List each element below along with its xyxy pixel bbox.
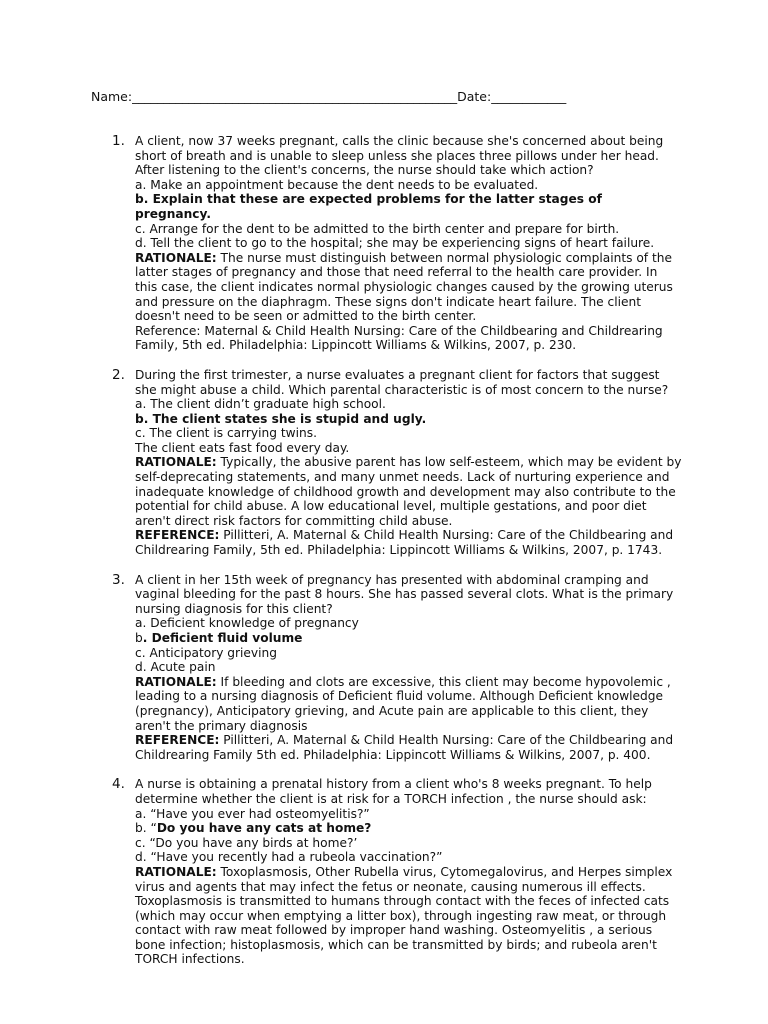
question-3 [112, 573, 682, 763]
option-c: c. The client is carrying twins. [135, 426, 317, 441]
rationale [135, 675, 682, 733]
option-a: a. “Have you ever had osteomyelitis?” [135, 806, 370, 821]
question-body [135, 368, 682, 558]
reference-label: REFERENCE: [135, 528, 220, 543]
question-stem: A client in her 15th week of pregnancy has presented with abdominal cramping and vaginal bleeding for the past 8 hours. She has passed several clots. What is the primary nursing diagnosis for this client? [135, 572, 674, 616]
rationale-label: RATIONALE: [135, 250, 217, 265]
question-number: 1. [112, 133, 125, 149]
name-blank[interactable]: ____________________________________________________ [132, 89, 458, 104]
rationale-text: Toxoplasmosis, Other Rubella virus, Cytomegalovirus, and Herpes simplex virus and agents that may infect the fetus or neonate, causing numerous ill effects. Toxoplasmosis is transmitted to humans through contact with the feces of infected cats (which may occur when emptying a litter box), through ingesting raw meat, or through contact with raw meat followed by improper hand washing. Osteomyelitis , a serious bone infection; histoplasmosis, which can be transmitted by birds; and rubeola aren't TORCH infections. [135, 864, 673, 967]
rationale-label: RATIONALE: [135, 455, 217, 470]
option-c: c. Arrange for the dent to be admitted to the birth center and prepare for birth. [135, 221, 620, 236]
option-a: a. The client didn’t graduate high school. [135, 397, 386, 412]
option-d: d. “Have you recently had a rubeola vaccination?” [135, 850, 443, 865]
reference [135, 528, 682, 557]
question-body [135, 134, 682, 353]
option-d: The client eats fast food every day. [135, 440, 350, 455]
question-stem: During the first trimester, a nurse evaluates a pregnant client for factors that suggest she might abuse a child. Which parental characteristic is of most concern to the nurse? [135, 367, 669, 397]
option-b-correct [135, 821, 682, 836]
reference-text: Reference: Maternal & Child Health Nursing: Care of the Childbearing and Childrearing Family, 5th ed. Philadelphia: Lippincott Williams & Wilkins, 2007, p. 230. [135, 323, 663, 353]
rationale-text: The nurse must distinguish between normal physiologic complaints of the latter stages of pregnancy and those that need referral to the health care provider. In this case, the client indicates normal physiologic changes caused by the growing uterus and pressure on the diaphragm. These signs don't indicate heart failure. The client doesn't need to be seen or admitted to the birth center. [135, 250, 673, 324]
rationale-text: Typically, the abusive parent has low self-esteem, which may be evident by self-deprecating statements, and many unmet needs. Lack of nurturing experience and inadequate knowledge of childhood growth and development may also contribute to the potential for child abuse. A low educational level, multiple gestations, and poor diet aren't direct risk factors for committing child abuse. [135, 455, 682, 528]
question-number: 4. [112, 776, 125, 793]
name-label: Name: [91, 89, 133, 104]
option-b-text: Do you have any cats at home? [156, 821, 372, 836]
option-a: a. Make an appointment because the dent needs to be evaluated. [135, 177, 539, 192]
option-b-correct: b. Explain that these are expected problems for the latter stages of pregnancy. [135, 192, 602, 221]
question-1 [112, 134, 682, 353]
rationale [135, 865, 682, 967]
reference-label: REFERENCE: [135, 733, 220, 748]
option-b-text: . Deficient fluid volume [142, 631, 303, 645]
question-4 [112, 777, 682, 967]
rationale [135, 455, 682, 528]
question-body [135, 573, 682, 763]
option-c: c. “Do you have any birds at home?’ [135, 835, 358, 850]
option-b-prefix: b [135, 631, 143, 645]
rationale-label: RATIONALE: [135, 674, 217, 689]
reference-text: Pillitteri, A. Maternal & Child Health Nursing: Care of the Childbearing and Childrearing Family 5th ed. Philadelphia: Lippincott Williams & Wilkins, 2007, p. 400. [135, 733, 674, 762]
option-b-correct [135, 631, 682, 646]
question-list [112, 134, 682, 982]
question-stem: A nurse is obtaining a prenatal history from a client who's 8 weeks pregnant. To help determine whether the client is at risk for a TORCH infection , the nurse should ask: [135, 777, 652, 806]
reference-text: Pillitteri, A. Maternal & Child Health Nursing: Care of the Childbearing and Childrearing Family, 5th ed. Philadelphia: Lippincott Williams & Wilkins, 2007, p. 1743. [135, 528, 674, 558]
option-b-prefix: b. “ [135, 821, 157, 836]
question-body [135, 777, 682, 967]
question-number: 3. [112, 571, 125, 588]
rationale-label: RATIONALE: [135, 864, 217, 879]
question-stem: A client, now 37 weeks pregnant, calls the clinic because she's concerned about being short of breath and is unable to sleep unless she places three pillows under her head. After listening to the client's concerns, the nurse should take which action? [135, 134, 664, 178]
rationale-text: If bleeding and clots are excessive, this client may become hypovolemic , leading to a nursing diagnosis of Deficient fluid volume. Although Deficient knowledge (pregnancy), Anticipatory grieving, and Acute pain are applicable to this client, they aren't the primary diagnosis [135, 674, 671, 733]
option-b-correct: b. The client states she is stupid and ugly. [135, 411, 427, 426]
date-label: Date: [457, 89, 492, 104]
reference [135, 733, 682, 762]
question-2 [112, 368, 682, 558]
option-c: c. Anticipatory grieving [135, 645, 277, 660]
question-number: 2. [112, 366, 125, 383]
option-d: d. Acute pain [135, 660, 216, 675]
option-d: d. Tell the client to go to the hospital; she may be experiencing signs of heart failure. [135, 236, 655, 251]
date-blank[interactable]: ____________ [491, 89, 567, 104]
option-a: a. Deficient knowledge of pregnancy [135, 616, 359, 631]
rationale [135, 251, 682, 324]
name-date-header [91, 89, 566, 105]
